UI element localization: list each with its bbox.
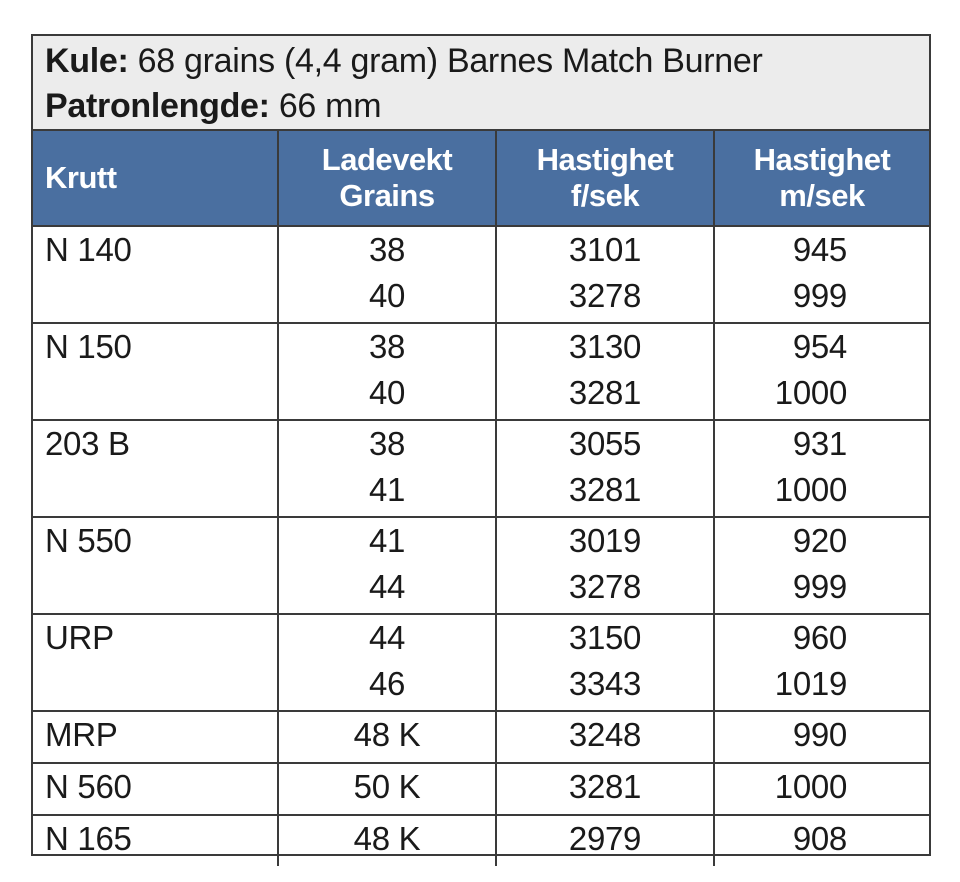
- table-row: [33, 614, 929, 711]
- mps-cell: [714, 763, 929, 815]
- mps-value: 1000: [774, 374, 847, 411]
- mps-cell: [714, 711, 929, 763]
- fps-cell: [496, 614, 714, 711]
- mps-value: 945: [792, 231, 847, 268]
- fps-cell: [496, 763, 714, 815]
- mps-value: 999: [792, 568, 847, 605]
- powder-cell: N 150: [33, 323, 278, 420]
- charge-value: 46: [368, 665, 406, 702]
- fps-cell: [496, 323, 714, 420]
- length-line: [45, 86, 381, 126]
- header-charge-line2: Grains: [339, 178, 435, 213]
- header-mps-line2: m/sek: [779, 178, 865, 213]
- charge-cell: [278, 711, 496, 763]
- table-row: [33, 226, 929, 323]
- header-mps-line1: Hastighet: [753, 142, 891, 177]
- mps-cell: [714, 420, 929, 517]
- table-row: [33, 517, 929, 614]
- mps-cell: [714, 323, 929, 420]
- charge-value: 48 K: [353, 716, 421, 753]
- header-charge: [278, 131, 496, 226]
- bullet-label: Kule:: [45, 42, 129, 80]
- header-mps: [714, 131, 929, 226]
- mps-cell: [714, 226, 929, 323]
- charge-value: 38: [368, 425, 406, 462]
- fps-value: 3281: [568, 768, 642, 805]
- table-row: [33, 763, 929, 815]
- charge-value: 38: [368, 328, 406, 365]
- load-table: [33, 131, 929, 866]
- charge-value: 40: [368, 277, 406, 314]
- fps-value: 3101: [568, 231, 642, 268]
- fps-value: 3343: [568, 665, 642, 702]
- fps-value: 3281: [568, 471, 642, 508]
- charge-value: 38: [368, 231, 406, 268]
- length-label: Patronlengde:: [45, 87, 270, 125]
- charge-cell: [278, 323, 496, 420]
- charge-cell: [278, 614, 496, 711]
- fps-value: 3281: [568, 374, 642, 411]
- fps-value: 3130: [568, 328, 642, 365]
- charge-value: 48 K: [353, 820, 421, 857]
- fps-cell: [496, 815, 714, 866]
- mps-value: 999: [792, 277, 847, 314]
- fps-value: 3150: [568, 619, 642, 656]
- charge-cell: [278, 763, 496, 815]
- powder-cell: N 560: [33, 763, 278, 815]
- table-row: [33, 420, 929, 517]
- header-fps-line1: Hastighet: [536, 142, 674, 177]
- charge-value: 41: [368, 471, 406, 508]
- table-row: [33, 323, 929, 420]
- fps-cell: [496, 711, 714, 763]
- mps-value: 1019: [774, 665, 847, 702]
- mps-value: 908: [792, 820, 847, 857]
- powder-cell: N 165: [45, 820, 132, 857]
- load-data-table-frame: [31, 34, 931, 856]
- charge-cell: [278, 815, 496, 866]
- charge-cell: [278, 226, 496, 323]
- powder-cell: MRP: [33, 711, 278, 763]
- mps-value: 1000: [774, 768, 847, 805]
- header-powder: Krutt: [33, 131, 278, 226]
- mps-cell: [714, 815, 929, 866]
- header-charge-line1: Ladevekt: [321, 142, 453, 177]
- fps-cell: [496, 420, 714, 517]
- powder-cell: 203 B: [33, 420, 278, 517]
- fps-value: 3278: [568, 277, 642, 314]
- charge-cell: [278, 420, 496, 517]
- charge-cell: [278, 517, 496, 614]
- charge-value: 44: [368, 619, 406, 656]
- charge-value: 44: [368, 568, 406, 605]
- fps-value: 3055: [568, 425, 642, 462]
- bullet-line: [45, 41, 763, 81]
- cartridge-info-box: [33, 36, 929, 131]
- header-fps-line2: f/sek: [570, 178, 640, 213]
- fps-value: 2979: [568, 820, 642, 857]
- charge-value: 50 K: [353, 768, 421, 805]
- fps-cell: [496, 226, 714, 323]
- length-value: 66 mm: [269, 87, 382, 125]
- fps-cell: [496, 517, 714, 614]
- table-row: [33, 815, 929, 866]
- fps-value: 3019: [568, 522, 642, 559]
- mps-value: 931: [792, 425, 847, 462]
- header-fps: [496, 131, 714, 226]
- charge-value: 41: [368, 522, 406, 559]
- powder-cell: N 140: [33, 226, 278, 323]
- powder-cell: N 550: [33, 517, 278, 614]
- bullet-value: 68 grains (4,4 gram) Barnes Match Burner: [128, 42, 763, 80]
- header-row: [33, 131, 929, 226]
- mps-cell: [714, 614, 929, 711]
- mps-value: 990: [792, 716, 847, 753]
- mps-value: 920: [792, 522, 847, 559]
- mps-value: 1000: [774, 471, 847, 508]
- powder-cell: URP: [33, 614, 278, 711]
- fps-value: 3278: [568, 568, 642, 605]
- table-row: [33, 711, 929, 763]
- mps-cell: [714, 517, 929, 614]
- charge-value: 40: [368, 374, 406, 411]
- mps-value: 954: [792, 328, 847, 365]
- mps-value: 960: [792, 619, 847, 656]
- fps-value: 3248: [568, 716, 642, 753]
